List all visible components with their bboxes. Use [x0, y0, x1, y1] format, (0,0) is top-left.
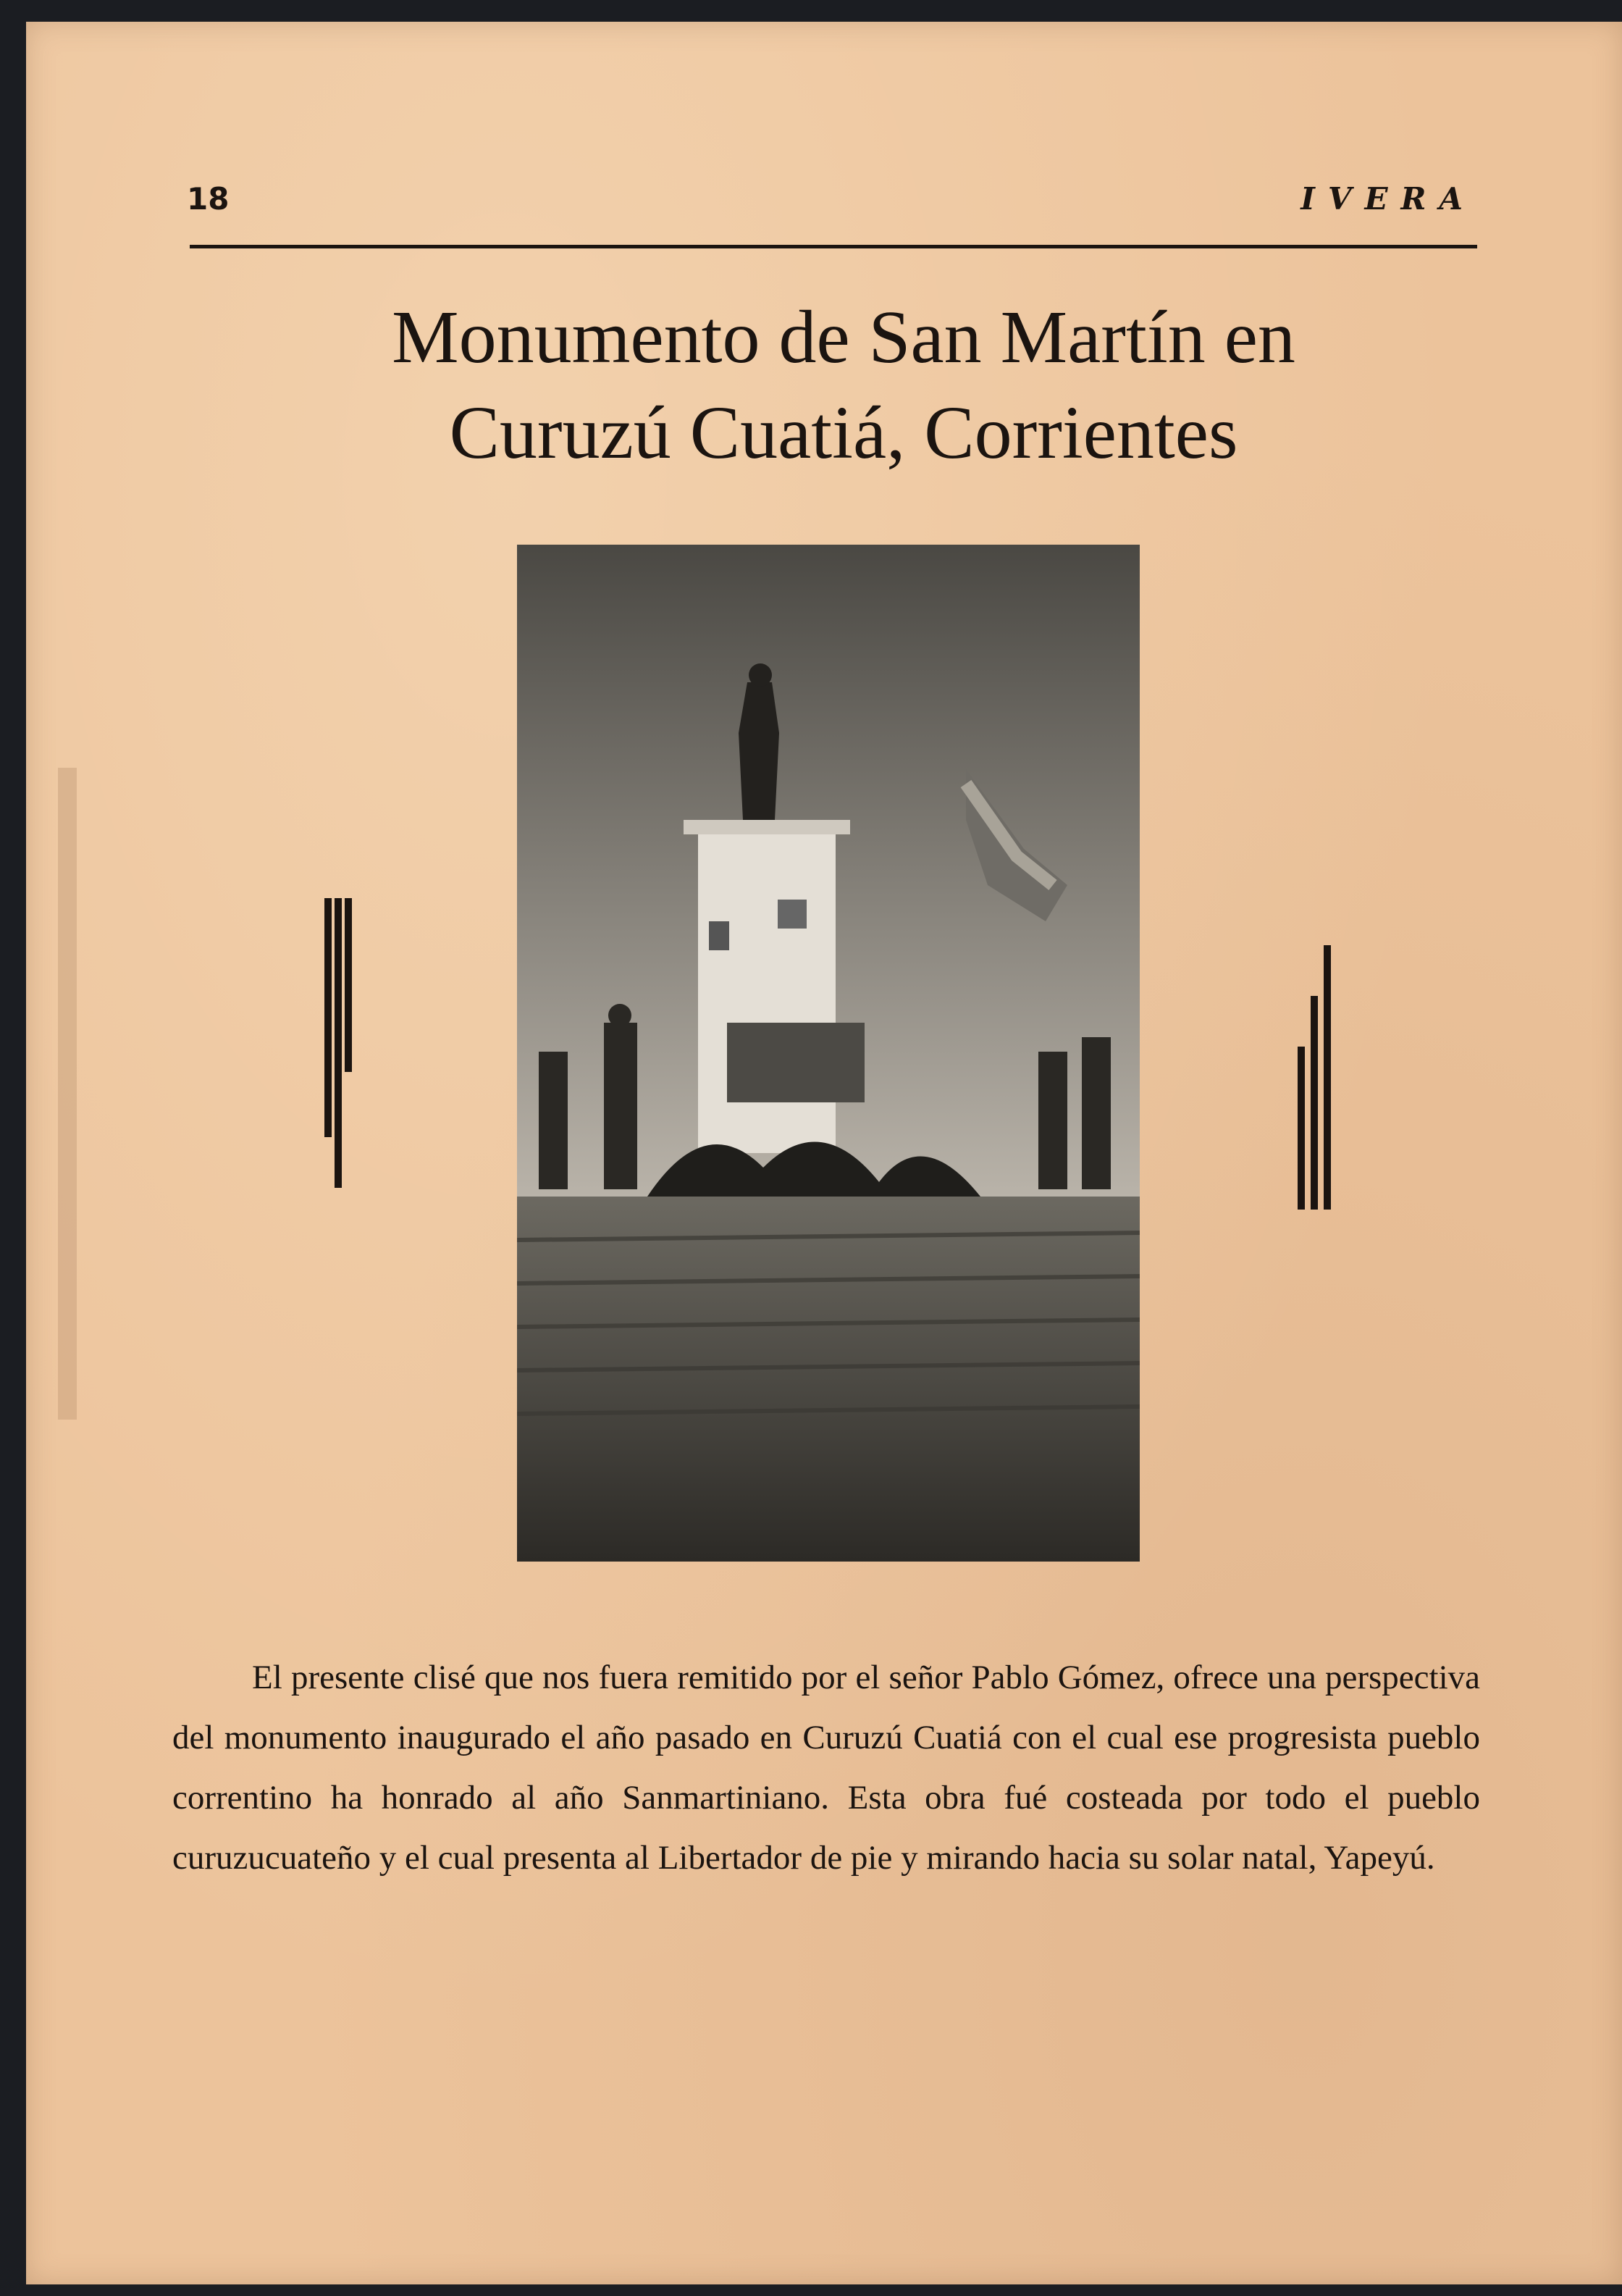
monument-photo-illustration: [517, 545, 1140, 1562]
decorative-bars-right: [1289, 920, 1340, 1210]
article-body: El presente clisé que nos fuera remitido por el señor Pablo Gómez, ofrece una perspectiva del monumento inaugurado el año pasado en Curuzú Cuatiá con el cual ese progresista pueblo correntino ha honrado al año Sanmartiniano. Esta obra fué costeada por todo el pueblo curuzucuateño y el cual presenta al Libertador de pie y mirando hacia su solar natal, Yapeyú.: [172, 1659, 1480, 1877]
monument-pedestal: [698, 827, 836, 1153]
bar-left-3: [345, 898, 352, 1072]
statue-figure: [739, 682, 779, 820]
plaza-ground: [517, 1197, 1140, 1562]
article-title: [174, 290, 1513, 481]
title-line-2: Curuzú Cuatiá, Corrientes: [449, 391, 1238, 474]
header-rule: [190, 245, 1477, 248]
page-fold-shadow: [58, 768, 77, 1420]
page-header: [187, 181, 1476, 239]
decorative-bars-left: [304, 898, 355, 1188]
pedestal-base-plaque: [727, 1023, 865, 1102]
bar-right-1: [1298, 1047, 1305, 1210]
bar-right-2: [1311, 996, 1318, 1210]
journal-name: IVERA: [1300, 181, 1476, 217]
bar-left-1: [335, 898, 342, 1188]
title-line-1: Monumento de San Martín en: [392, 296, 1295, 379]
page-number: 18: [187, 181, 230, 217]
monument-photo: [517, 545, 1140, 1562]
bar-left-2: [324, 898, 332, 1137]
bar-right-3: [1324, 945, 1331, 1210]
